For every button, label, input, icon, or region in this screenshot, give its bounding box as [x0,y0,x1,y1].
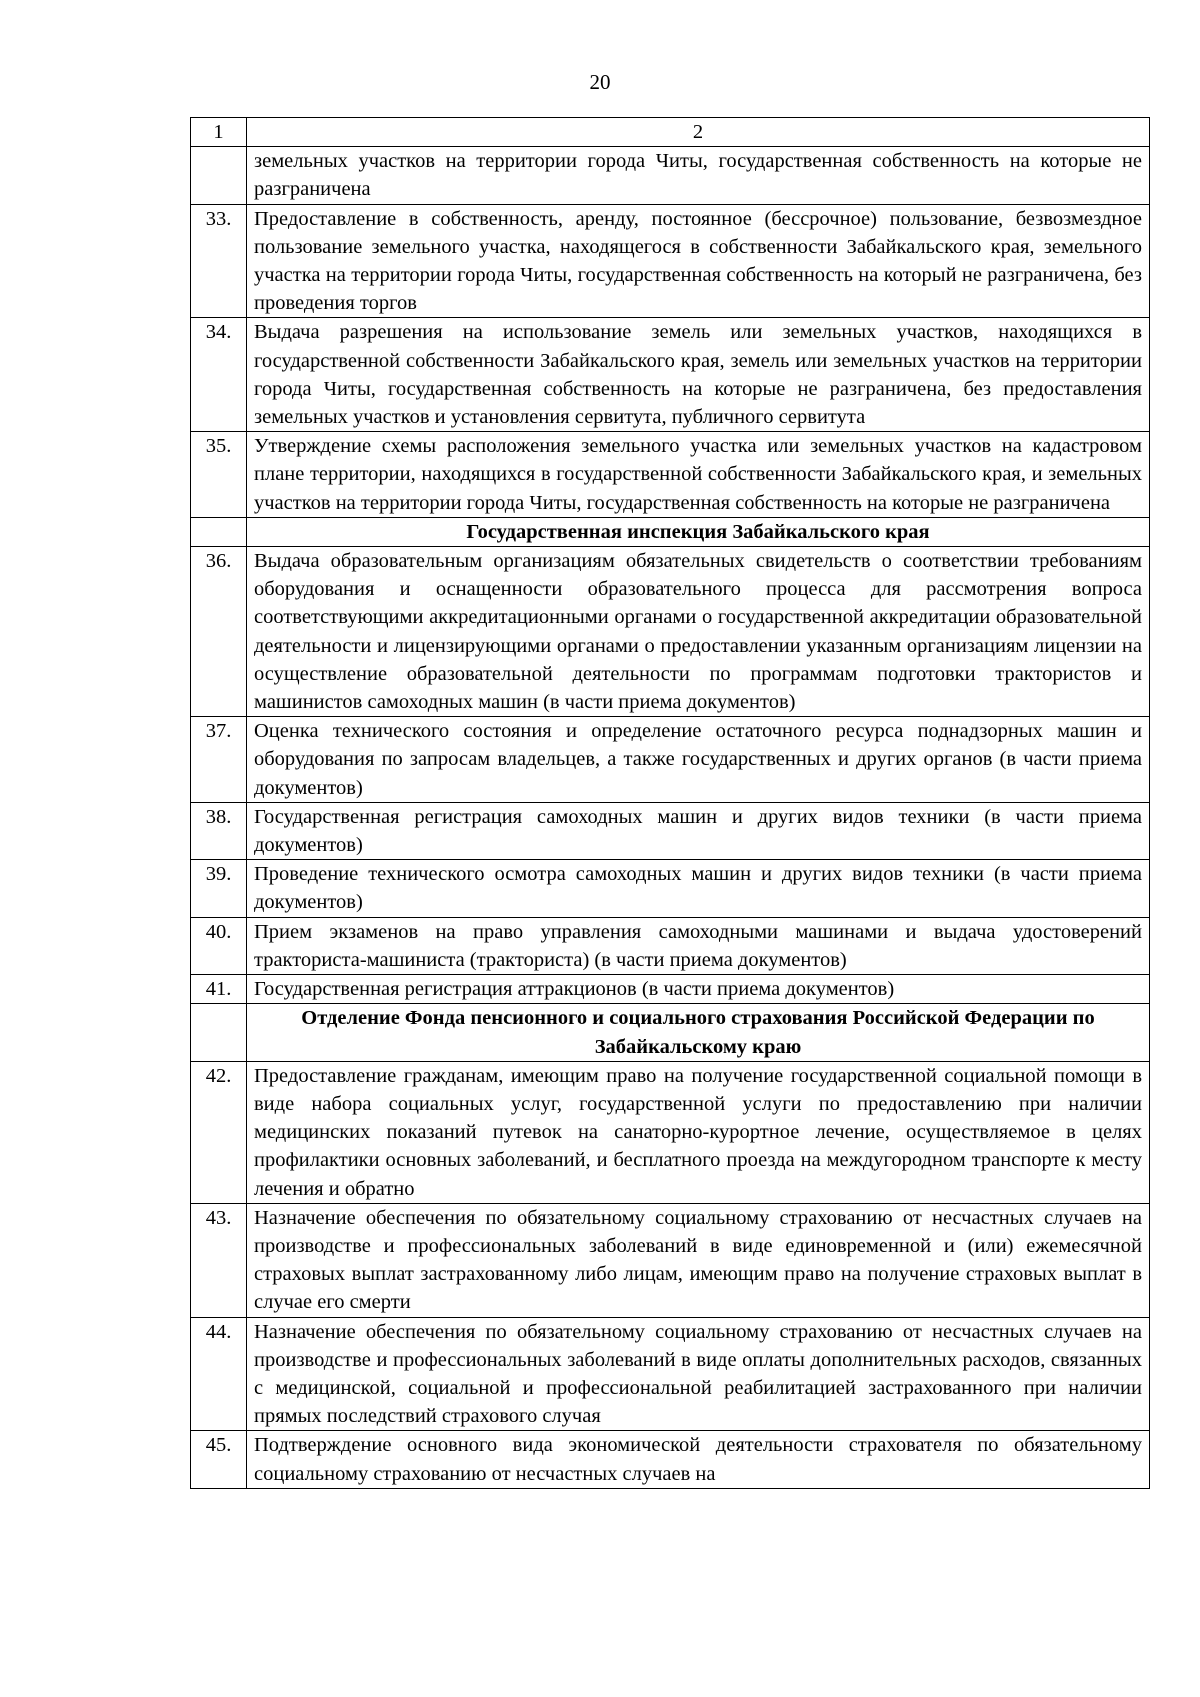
row-number: 38. [191,802,247,859]
row-number: 43. [191,1203,247,1317]
row-description: Назначение обеспечения по обязательному социальному страхованию от несчастных случаев на производстве и профессиональных заболеваний в виде единовременной и (или) ежемесячной страховых выплат застрахованному либо лицам, имеющим право на получение страховых выплат в случае его смерти [247,1203,1150,1317]
row-description: Оценка технического состояния и определение остаточного ресурса поднадзорных машин и оборудования по запросам владельцев, а также государственных и других органов (в части приема документов) [247,717,1150,803]
table-row [191,318,1150,432]
row-number: 35. [191,432,247,518]
table-row [191,717,1150,803]
row-description: Утверждение схемы расположения земельного участка или земельных участков на кадастровом плане территории, находящихся в государственной собственности Забайкальского края, и земельных участков на территории города Читы, государственная собственность на которые не разграничена [247,432,1150,518]
table-row [191,1203,1150,1317]
row-number: 33. [191,204,247,318]
section-heading: Государственная инспекция Забайкальского края [247,517,1150,546]
table-row [191,860,1150,917]
services-table [190,117,1150,1489]
table-row [191,432,1150,518]
row-description: Государственная регистрация аттракционов (в части приема документов) [247,975,1150,1004]
row-description: Проведение технического осмотра самоходных машин и других видов техники (в части приема документов) [247,860,1150,917]
table-row [191,975,1150,1004]
row-number: 34. [191,318,247,432]
row-description: Назначение обеспечения по обязательному социальному страхованию от несчастных случаев на производстве и профессиональных заболеваний в виде оплаты дополнительных расходов, связанных с медицинской, социальной и профессиональной реабилитацией застрахованного при наличии прямых последствий страхового случая [247,1317,1150,1431]
header-col-number: 1 [191,118,247,147]
row-description: Выдача разрешения на использование земель или земельных участков, находящихся в государственной собственности Забайкальского края, земель или земельных участков на территории города Читы, государственная собственность на которые не разграничена, без предоставления земельных участков и установления сервитута, публичного сервитута [247,318,1150,432]
row-number [191,1004,247,1061]
row-number: 44. [191,1317,247,1431]
row-number: 41. [191,975,247,1004]
section-heading: Отделение Фонда пенсионного и социального страхования Российской Федерации по Забайкальскому краю [247,1004,1150,1061]
row-number: 37. [191,717,247,803]
row-description: Предоставление гражданам, имеющим право на получение государственной социальной помощи в виде набора социальных услуг, государственной услуги по предоставлению при наличии медицинских показаний путевок на санаторно-курортное лечение, осуществляемое в целях профилактики основных заболеваний, и бесплатного проезда на междугородном транспорте к месту лечения и обратно [247,1061,1150,1203]
header-col-description: 2 [247,118,1150,147]
table-row [191,1317,1150,1431]
row-description: Прием экзаменов на право управления самоходными машинами и выдача удостоверений тракториста-машиниста (тракториста) (в части приема документов) [247,917,1150,974]
row-description: Подтверждение основного вида экономической деятельности страхователя по обязательному социальному страхованию от несчастных случаев на [247,1431,1150,1488]
table-row [191,802,1150,859]
row-number: 45. [191,1431,247,1488]
row-description: земельных участков на территории города Читы, государственная собственность на которые не разграничена [247,147,1150,204]
table-header-row [191,118,1150,147]
table-row [191,1061,1150,1203]
row-number: 42. [191,1061,247,1203]
row-number: 40. [191,917,247,974]
row-description: Предоставление в собственность, аренду, постоянное (бессрочное) пользование, безвозмездное пользование земельного участка, находящегося в собственности Забайкальского края, земельного участка на территории города Читы, государственная собственность на который не разграничена, без проведения торгов [247,204,1150,318]
section-heading-row [191,517,1150,546]
page-number: 20 [589,70,611,94]
row-number: 39. [191,860,247,917]
table-row [191,147,1150,204]
row-description: Выдача образовательным организациям обязательных свидетельств о соответствии требованиям оборудования и оснащенности образовательного процесса для рассмотрения вопроса соответствующими аккредитационными органами о государственной аккредитации образовательной деятельности и лицензирующими органами о предоставлении указанным организациям лицензии на осуществление образовательной деятельности по программам подготовки трактористов и машинистов самоходных машин (в части приема документов) [247,547,1150,717]
table-row [191,204,1150,318]
table-row [191,547,1150,717]
table-row [191,1431,1150,1488]
row-number [191,147,247,204]
table-row [191,917,1150,974]
row-number: 36. [191,547,247,717]
section-heading-row [191,1004,1150,1061]
row-description: Государственная регистрация самоходных машин и других видов техники (в части приема документов) [247,802,1150,859]
table-body [191,118,1150,1489]
row-number [191,517,247,546]
